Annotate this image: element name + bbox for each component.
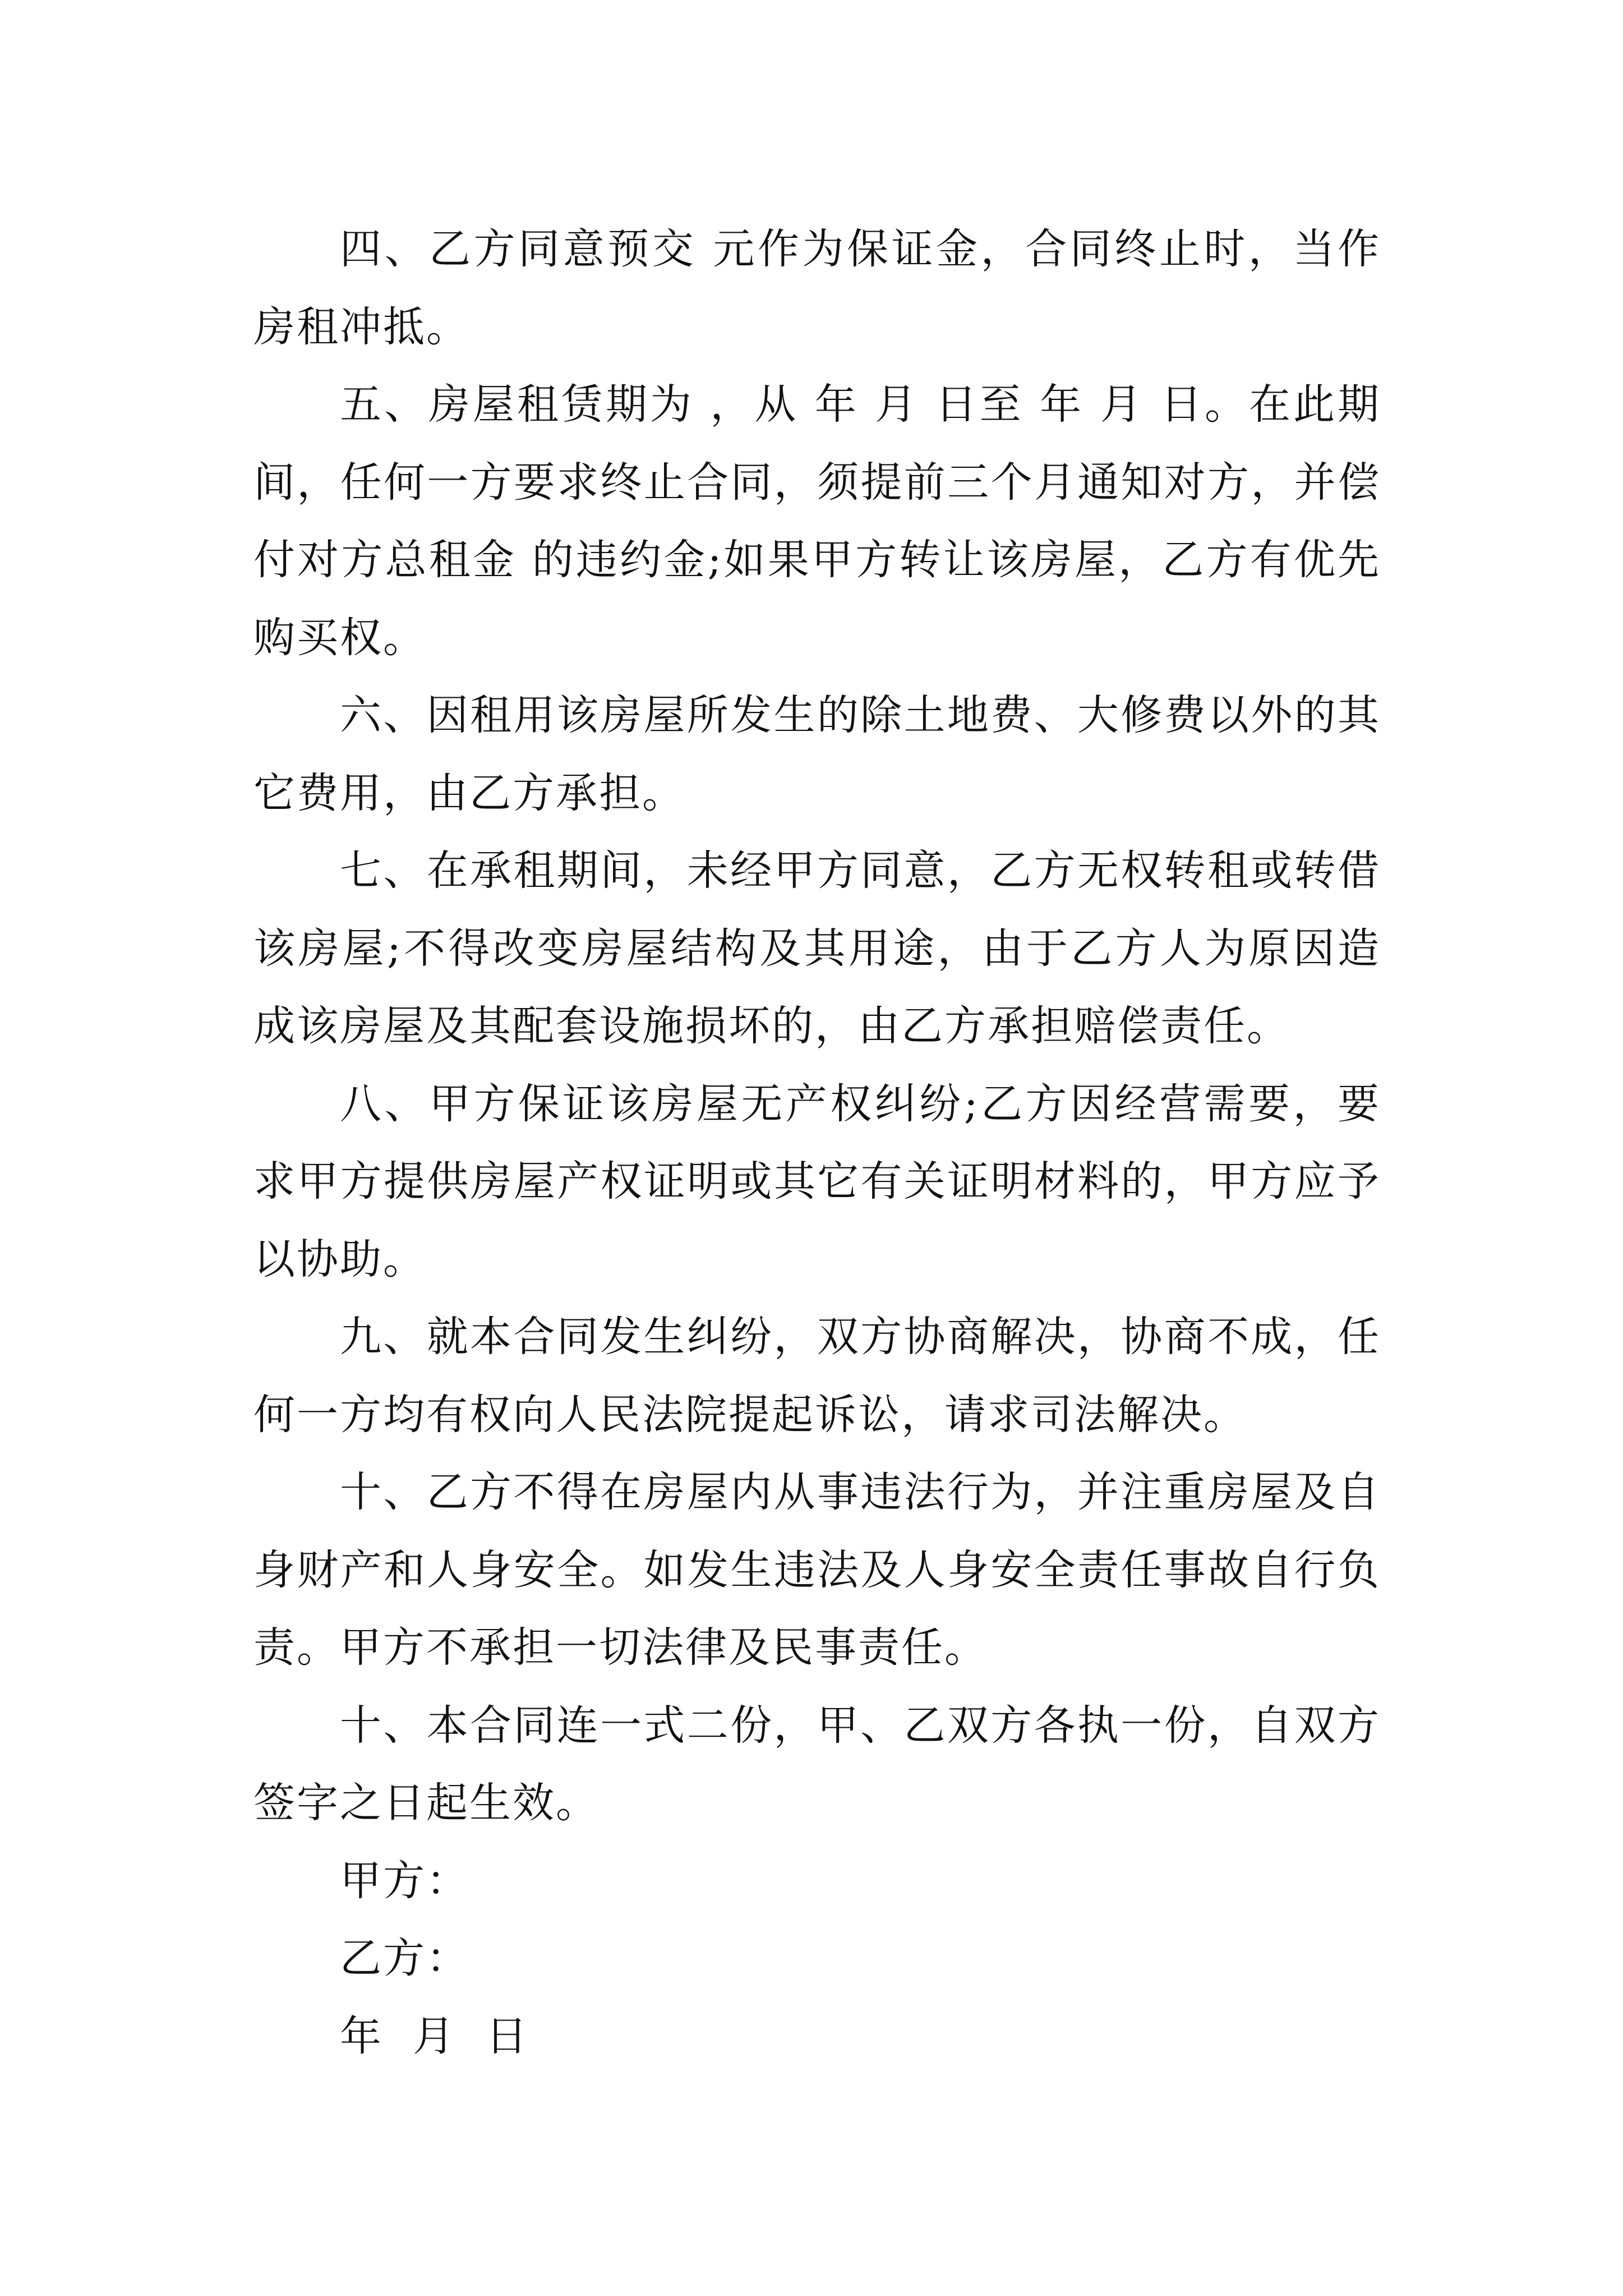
clause-9-disputes: 九、就本合同发生纠纷，双方协商解决，协商不成，任何一方均有权向人民法院提起诉讼，请求司法解决。 (253, 1313, 1381, 1439)
party-b-signature-label: 乙方： (340, 1934, 469, 1982)
clause-10-conduct: 十、乙方不得在房屋内从事违法行为，并注重房屋及自身财产和人身安全。如发生违法及人身安全责任事故自行负责。甲方不承担一切法律及民事责任。 (253, 1468, 1381, 1672)
clause-5-lease-term: 五、房屋租赁期为 ，从 年 月 日至 年 月 日。在此期间，任何一方要求终止合同，须提前三个月通知对方，并偿付对方总租金 的违约金;如果甲方转让该房屋，乙方有优先购买权。 (253, 380, 1381, 662)
signing-date-label: 年 月 日 (340, 2012, 529, 2060)
clause-4-deposit: 四、乙方同意预交 元作为保证金，合同终止时，当作房租冲抵。 (253, 225, 1381, 351)
contract-body (253, 210, 1381, 2075)
clause-7-sublease: 七、在承租期间，未经甲方同意，乙方无权转租或转借该房屋;不得改变房屋结构及其用途，由于乙方人为原因造成该房屋及其配套设施损坏的，由乙方承担赔偿责任。 (253, 846, 1381, 1050)
clause-6-expenses: 六、因租用该房屋所发生的除土地费、大修费以外的其它费用，由乙方承担。 (253, 691, 1381, 817)
party-a-signature-label: 甲方： (340, 1856, 469, 1905)
clause-11-effectiveness: 十、本合同连一式二份，甲、乙双方各执一份，自双方签字之日起生效。 (253, 1701, 1381, 1827)
clause-8-property-rights: 八、甲方保证该房屋无产权纠纷;乙方因经营需要，要求甲方提供房屋产权证明或其它有关证明材料的，甲方应予以协助。 (253, 1079, 1381, 1283)
